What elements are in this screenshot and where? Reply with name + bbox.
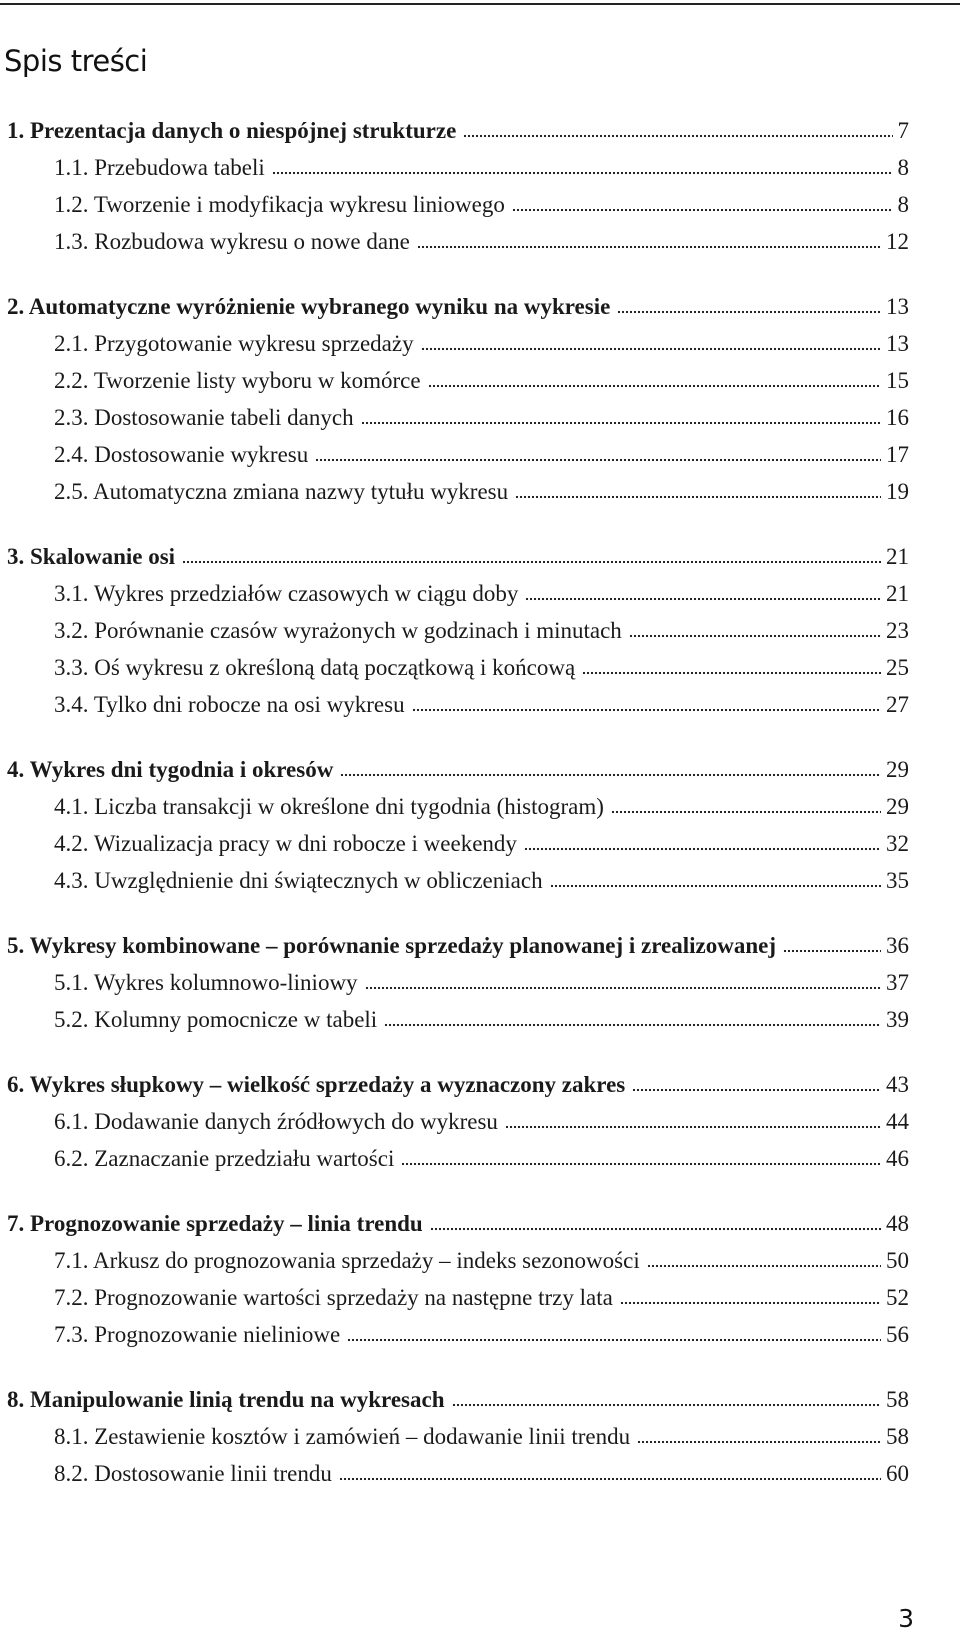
dot-leader bbox=[340, 770, 881, 777]
toc-section-entry[interactable] bbox=[54, 475, 909, 509]
toc-chapter-entry[interactable] bbox=[7, 114, 909, 148]
entry-page-number: 29 bbox=[886, 757, 909, 782]
entry-page-number: 21 bbox=[886, 544, 909, 569]
toc-section-entry[interactable] bbox=[54, 651, 909, 685]
dot-leader bbox=[582, 668, 881, 675]
dot-leader bbox=[525, 594, 881, 601]
entry-page-number: 8 bbox=[897, 155, 909, 180]
entry-title: 4. Wykres dni tygodnia i okresów bbox=[7, 757, 334, 782]
entry-page-number: 56 bbox=[886, 1322, 909, 1347]
entry-title: 2.1. Przygotowanie wykresu sprzedaży bbox=[54, 331, 414, 356]
page-title: Spis treści bbox=[4, 44, 148, 78]
entry-title: 3.2. Porównanie czasów wyrażonych w godzinach i minutach bbox=[54, 618, 622, 643]
entry-title: 1.2. Tworzenie i modyfikacja wykresu liniowego bbox=[54, 192, 505, 217]
entry-page-number: 52 bbox=[886, 1285, 909, 1310]
dot-leader bbox=[783, 946, 881, 953]
entry-title: 5. Wykresy kombinowane – porównanie sprzedaży planowanej i zrealizowanej bbox=[7, 933, 777, 958]
toc-chapter-entry[interactable] bbox=[7, 1207, 909, 1241]
toc-chapter-entry[interactable] bbox=[7, 753, 909, 787]
dot-leader bbox=[361, 418, 881, 425]
entry-page-number: 37 bbox=[886, 970, 909, 995]
entry-page-number: 13 bbox=[886, 331, 909, 356]
toc-section-entry[interactable] bbox=[54, 438, 909, 472]
dot-leader bbox=[512, 205, 893, 212]
entry-title: 2. Automatyczne wyróżnienie wybranego wyniku na wykresie bbox=[7, 294, 611, 319]
entry-title: 7.3. Prognozowanie nieliniowe bbox=[54, 1322, 341, 1347]
dot-leader bbox=[421, 344, 881, 351]
entry-title: 1.1. Przebudowa tabeli bbox=[54, 155, 265, 180]
entry-page-number: 50 bbox=[886, 1248, 909, 1273]
toc-chapter-entry[interactable] bbox=[7, 929, 909, 963]
entry-title: 4.2. Wizualizacja pracy w dni robocze i weekendy bbox=[54, 831, 517, 856]
entry-page-number: 58 bbox=[886, 1387, 909, 1412]
dot-leader bbox=[339, 1474, 881, 1481]
entry-page-number: 13 bbox=[886, 294, 909, 319]
entry-title: 3.4. Tylko dni robocze na osi wykresu bbox=[54, 692, 405, 717]
toc-section-entry[interactable] bbox=[54, 401, 909, 435]
entry-page-number: 27 bbox=[886, 692, 909, 717]
toc-section-entry[interactable] bbox=[54, 327, 909, 361]
entry-page-number: 12 bbox=[886, 229, 909, 254]
entry-title: 3.1. Wykres przedziałów czasowych w ciągu doby bbox=[54, 581, 519, 606]
dot-leader bbox=[315, 455, 881, 462]
toc-chapter-entry[interactable] bbox=[7, 1068, 909, 1102]
entry-page-number: 19 bbox=[886, 479, 909, 504]
entry-page-number: 48 bbox=[886, 1211, 909, 1236]
entry-title: 6. Wykres słupkowy – wielkość sprzedaży a wyznaczony zakres bbox=[7, 1072, 626, 1097]
entry-title: 6.2. Zaznaczanie przedziału wartości bbox=[54, 1146, 395, 1171]
dot-leader bbox=[629, 631, 881, 638]
entry-title: 6.1. Dodawanie danych źródłowych do wykresu bbox=[54, 1109, 498, 1134]
entry-page-number: 17 bbox=[886, 442, 909, 467]
dot-leader bbox=[182, 557, 881, 564]
toc-section-entry[interactable] bbox=[54, 1003, 909, 1037]
entry-title: 1. Prezentacja danych o niespójnej strukturze bbox=[7, 118, 457, 143]
dot-leader bbox=[524, 844, 881, 851]
toc-section-entry[interactable] bbox=[54, 1420, 909, 1454]
dot-leader bbox=[617, 307, 881, 314]
entry-title: 7.2. Prognozowanie wartości sprzedaży na następne trzy lata bbox=[54, 1285, 613, 1310]
toc-section-entry[interactable] bbox=[54, 225, 909, 259]
toc-section-entry[interactable] bbox=[54, 364, 909, 398]
entry-title: 3.3. Oś wykresu z określoną datą początkową i końcową bbox=[54, 655, 576, 680]
toc-section-entry[interactable] bbox=[54, 1105, 909, 1139]
entry-page-number: 43 bbox=[886, 1072, 909, 1097]
entry-page-number: 8 bbox=[897, 192, 909, 217]
dot-leader bbox=[647, 1261, 881, 1268]
toc-section-entry[interactable] bbox=[54, 1318, 909, 1352]
entry-title: 2.2. Tworzenie listy wyboru w komórce bbox=[54, 368, 421, 393]
entry-title: 1.3. Rozbudowa wykresu o nowe dane bbox=[54, 229, 410, 254]
toc-section-entry[interactable] bbox=[54, 688, 909, 722]
dot-leader bbox=[417, 242, 881, 249]
entry-title: 4.3. Uwzględnienie dni świątecznych w obliczeniach bbox=[54, 868, 543, 893]
entry-page-number: 39 bbox=[886, 1007, 909, 1032]
toc-section-entry[interactable] bbox=[54, 1142, 909, 1176]
entry-page-number: 23 bbox=[886, 618, 909, 643]
toc-section-entry[interactable] bbox=[54, 577, 909, 611]
toc-section-entry[interactable] bbox=[54, 966, 909, 1000]
entry-title: 3. Skalowanie osi bbox=[7, 544, 176, 569]
toc-section-entry[interactable] bbox=[54, 188, 909, 222]
entry-title: 2.5. Automatyczna zmiana nazwy tytułu wykresu bbox=[54, 479, 509, 504]
dot-leader bbox=[505, 1122, 881, 1129]
entry-page-number: 44 bbox=[886, 1109, 909, 1134]
dot-leader bbox=[611, 807, 881, 814]
entry-page-number: 25 bbox=[886, 655, 909, 680]
toc-chapter-entry[interactable] bbox=[7, 1383, 909, 1417]
dot-leader bbox=[550, 881, 881, 888]
dot-leader bbox=[620, 1298, 881, 1305]
dot-leader bbox=[272, 168, 893, 175]
dot-leader bbox=[384, 1020, 881, 1027]
dot-leader bbox=[428, 381, 881, 388]
dot-leader bbox=[430, 1224, 881, 1231]
dot-leader bbox=[412, 705, 881, 712]
dot-leader bbox=[452, 1400, 881, 1407]
entry-page-number: 46 bbox=[886, 1146, 909, 1171]
entry-page-number: 7 bbox=[897, 118, 909, 143]
toc-section-entry[interactable] bbox=[54, 151, 909, 185]
entry-title: 2.3. Dostosowanie tabeli danych bbox=[54, 405, 354, 430]
toc-chapter-entry[interactable] bbox=[7, 290, 909, 324]
toc-section-entry[interactable] bbox=[54, 864, 909, 898]
toc-section-entry[interactable] bbox=[54, 1281, 909, 1315]
dot-leader bbox=[637, 1437, 881, 1444]
entry-title: 2.4. Dostosowanie wykresu bbox=[54, 442, 309, 467]
entry-title: 4.1. Liczba transakcji w określone dni tygodnia (histogram) bbox=[54, 794, 604, 819]
dot-leader bbox=[347, 1335, 881, 1342]
entry-page-number: 29 bbox=[886, 794, 909, 819]
entry-title: 8.2. Dostosowanie linii trendu bbox=[54, 1461, 332, 1486]
toc-section-entry[interactable] bbox=[54, 827, 909, 861]
entry-page-number: 15 bbox=[886, 368, 909, 393]
page-number: 3 bbox=[898, 1604, 914, 1633]
toc-section-entry[interactable] bbox=[54, 790, 909, 824]
dot-leader bbox=[515, 492, 881, 499]
dot-leader bbox=[401, 1159, 881, 1166]
toc-chapter-entry[interactable] bbox=[7, 540, 909, 574]
toc-section-entry[interactable] bbox=[54, 1244, 909, 1278]
entry-title: 8.1. Zestawienie kosztów i zamówień – dodawanie linii trendu bbox=[54, 1424, 631, 1449]
entry-title: 5.2. Kolumny pomocnicze w tabeli bbox=[54, 1007, 378, 1032]
toc-section-entry[interactable] bbox=[54, 1457, 909, 1491]
entry-title: 5.1. Wykres kolumnowo-liniowy bbox=[54, 970, 358, 995]
entry-page-number: 16 bbox=[886, 405, 909, 430]
toc-section-entry[interactable] bbox=[54, 614, 909, 648]
entry-title: 7.1. Arkusz do prognozowania sprzedaży – indeks sezonowości bbox=[54, 1248, 640, 1273]
entry-page-number: 58 bbox=[886, 1424, 909, 1449]
entry-title: 7. Prognozowanie sprzedaży – linia trendu bbox=[7, 1211, 423, 1236]
entry-page-number: 35 bbox=[886, 868, 909, 893]
entry-page-number: 32 bbox=[886, 831, 909, 856]
entry-title: 8. Manipulowanie linią trendu na wykresach bbox=[7, 1387, 445, 1412]
dot-leader bbox=[365, 983, 881, 990]
dot-leader bbox=[632, 1085, 881, 1092]
entry-page-number: 60 bbox=[886, 1461, 909, 1486]
dot-leader bbox=[463, 131, 892, 138]
entry-page-number: 21 bbox=[886, 581, 909, 606]
entry-page-number: 36 bbox=[886, 933, 909, 958]
